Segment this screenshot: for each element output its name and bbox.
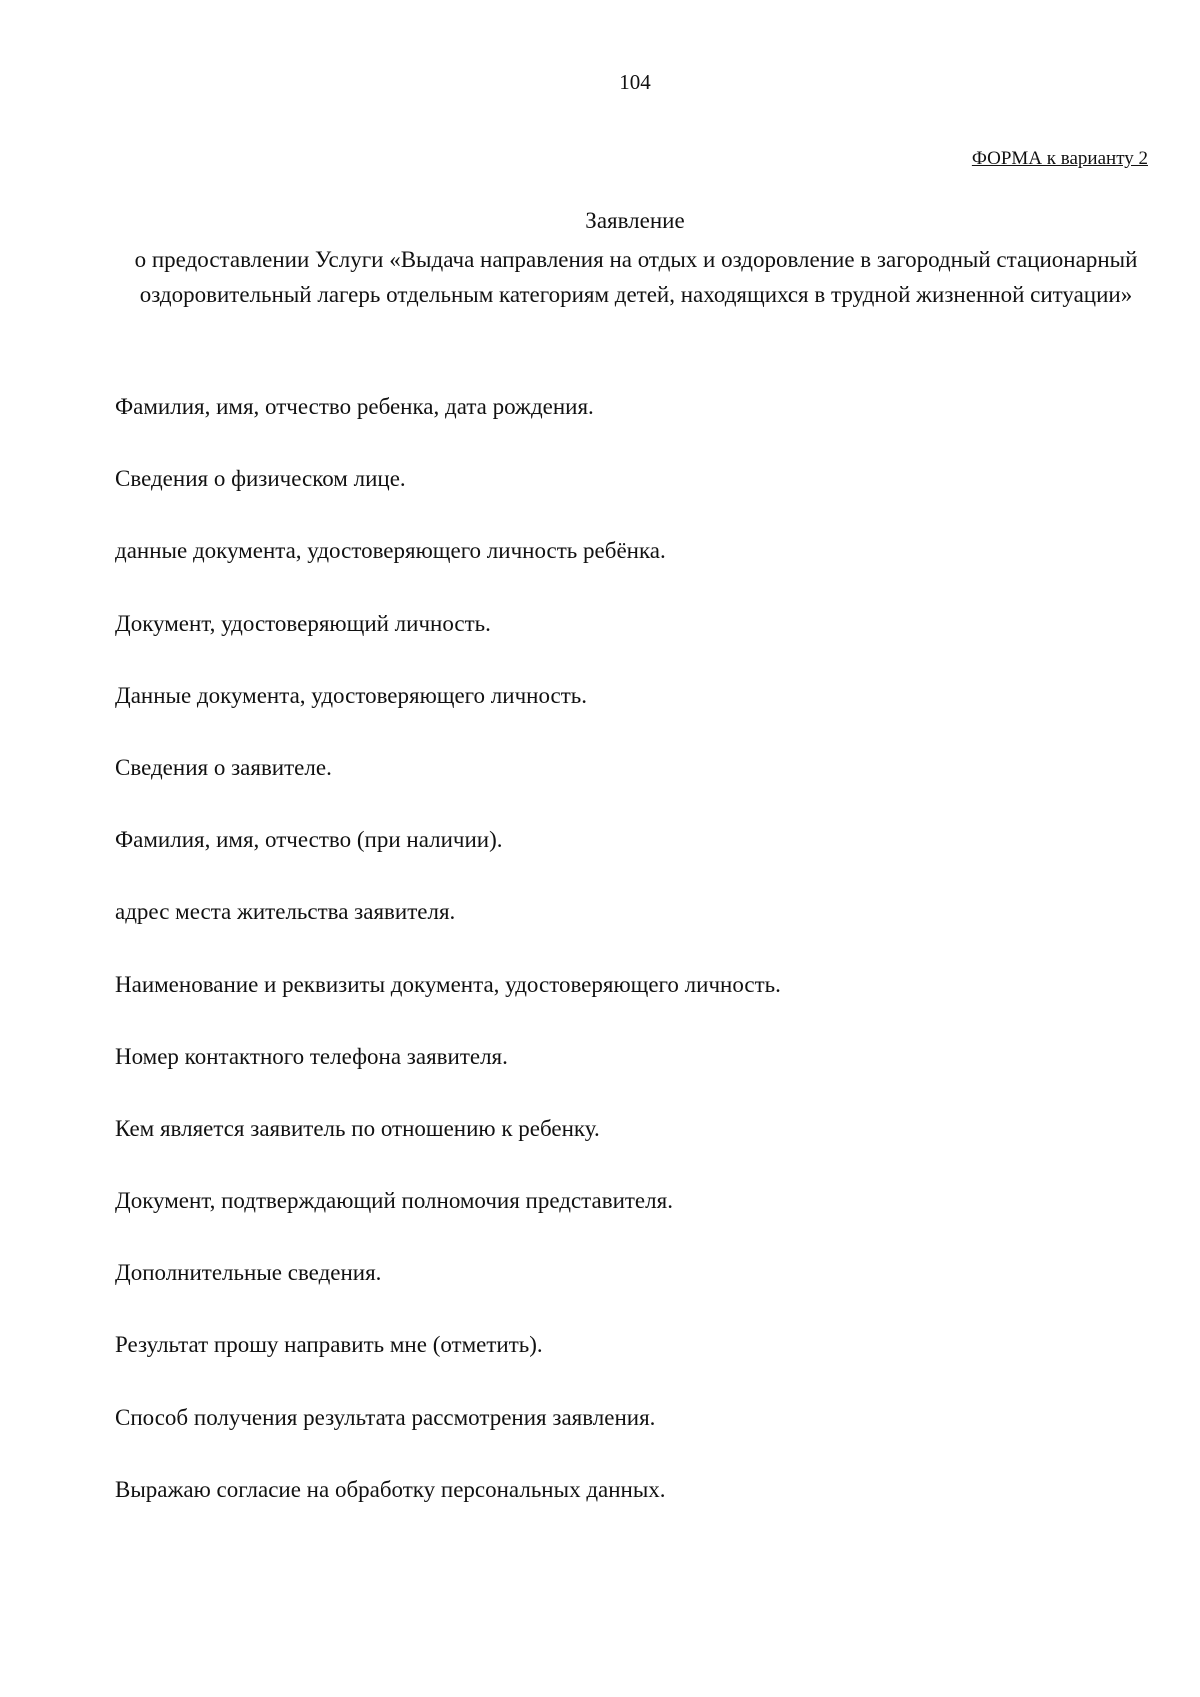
field-id-document-data: Данные документа, удостоверяющего личность. [115,682,588,708]
field-child-name-birthdate: Фамилия, имя, отчество ребенка, дата рождения. [115,394,594,419]
field-applicant-address: адрес места жительства заявителя. [115,899,456,925]
field-individual-info: Сведения о физическом лице. [115,466,406,492]
field-personal-data-consent: Выражаю согласие на обработку персональных данных. [115,1476,666,1502]
field-id-document-details: Наименование и реквизиты документа, удостоверяющего личность. [115,971,781,997]
field-result-delivery: Результат прошу направить мне (отметить). [115,1332,543,1358]
document-subtitle: о предоставлении Услуги «Выдача направления на отдых и оздоровление в загородный стационарный оздоровительный лагерь отдельным категориям детей, находящихся в трудной жизненной ситуации» [134,247,1138,307]
field-result-receipt-method: Способ получения результата рассмотрения заявления. [115,1404,656,1430]
field-applicant-phone: Номер контактного телефона заявителя. [115,1043,508,1069]
form-variant-note: ФОРМА к варианту 2 [971,148,1148,169]
page-number: 104 [619,70,651,94]
field-representative-authority-document: Документ, подтверждающий полномочия представителя. [115,1188,673,1214]
field-list [115,393,781,1548]
document-title: Заявление [585,208,685,233]
field-relation-to-child: Кем является заявитель по отношению к ребенку. [115,1115,600,1141]
field-child-id-document-data: данные документа, удостоверяющего личность ребёнка. [115,538,666,564]
field-additional-info: Дополнительные сведения. [115,1260,382,1286]
field-applicant-info: Сведения о заявителе. [115,754,332,780]
field-full-name: Фамилия, имя, отчество (при наличии). [115,827,503,853]
field-id-document: Документ, удостоверяющий личность. [115,610,491,636]
